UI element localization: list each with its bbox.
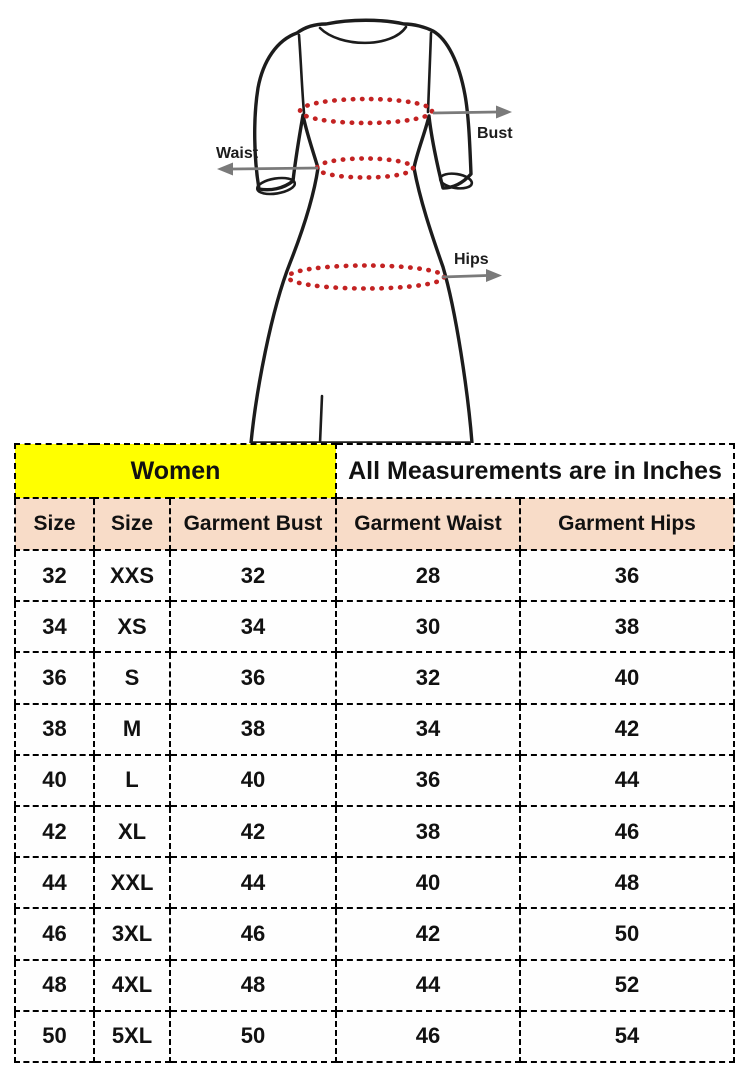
hips-label: Hips [454, 251, 489, 268]
table-cell: 50 [170, 1011, 336, 1062]
column-header: Size [15, 498, 94, 550]
table-cell: 36 [15, 652, 94, 703]
table-cell: 42 [336, 908, 520, 959]
table-cell: 4XL [94, 960, 170, 1011]
table-cell: 54 [520, 1011, 734, 1062]
table-row [15, 960, 734, 1011]
table-cell: 44 [15, 857, 94, 908]
column-header: Size [94, 498, 170, 550]
table-cell: 32 [15, 550, 94, 601]
table-row [15, 704, 734, 755]
table-row [15, 601, 734, 652]
column-header: Garment Bust [170, 498, 336, 550]
table-cell: 30 [336, 601, 520, 652]
table-cell: L [94, 755, 170, 806]
women-group-header: Women [15, 444, 336, 498]
table-cell: 36 [520, 550, 734, 601]
table-cell: 40 [336, 857, 520, 908]
table-cell: XXL [94, 857, 170, 908]
table-cell: 38 [15, 704, 94, 755]
dress-outline [251, 20, 472, 443]
table-cell: XS [94, 601, 170, 652]
table-cell: 3XL [94, 908, 170, 959]
waist-arrow-head [217, 163, 233, 176]
table-cell: 28 [336, 550, 520, 601]
table-row [15, 806, 734, 857]
column-header-row [15, 498, 734, 550]
table-cell: 46 [520, 806, 734, 857]
table-cell: 36 [170, 652, 336, 703]
table-cell: 42 [170, 806, 336, 857]
table-row [15, 1011, 734, 1062]
table-cell: 46 [170, 908, 336, 959]
dress-measurement-diagram [0, 0, 746, 443]
table-cell: 38 [520, 601, 734, 652]
table-cell: 40 [170, 755, 336, 806]
table-cell: 44 [170, 857, 336, 908]
table-row [15, 652, 734, 703]
table-cell: 34 [15, 601, 94, 652]
table-row [15, 908, 734, 959]
bust-arrow-head [496, 106, 512, 119]
table-cell: 46 [336, 1011, 520, 1062]
table-row [15, 550, 734, 601]
table-cell: 40 [15, 755, 94, 806]
waist-arrow [232, 168, 318, 169]
table-cell: 50 [520, 908, 734, 959]
table-cell: 34 [336, 704, 520, 755]
table-cell: 38 [336, 806, 520, 857]
table-cell: 38 [170, 704, 336, 755]
column-header: Garment Waist [336, 498, 520, 550]
hips-arrow-head [486, 269, 502, 282]
table-row [15, 857, 734, 908]
table-cell: 5XL [94, 1011, 170, 1062]
size-table [14, 443, 735, 1063]
group-header-row [15, 444, 734, 498]
table-cell: 44 [520, 755, 734, 806]
table-cell: XXS [94, 550, 170, 601]
hips-arrow [442, 276, 487, 278]
table-cell: 32 [336, 652, 520, 703]
table-cell: 48 [520, 857, 734, 908]
size-table-body [15, 550, 734, 1062]
table-cell: S [94, 652, 170, 703]
table-cell: 42 [520, 704, 734, 755]
table-cell: 46 [15, 908, 94, 959]
table-cell: 48 [170, 960, 336, 1011]
units-group-header: All Measurements are in Inches [336, 444, 734, 498]
waist-label: Waist [216, 145, 259, 162]
table-cell: 50 [15, 1011, 94, 1062]
table-cell: 52 [520, 960, 734, 1011]
bust-arrow [433, 112, 497, 113]
table-cell: 34 [170, 601, 336, 652]
column-header: Garment Hips [520, 498, 734, 550]
table-row [15, 755, 734, 806]
table-cell: XL [94, 806, 170, 857]
table-cell: 36 [336, 755, 520, 806]
table-cell: 40 [520, 652, 734, 703]
bust-label: Bust [477, 125, 513, 142]
table-cell: 48 [15, 960, 94, 1011]
table-cell: 42 [15, 806, 94, 857]
table-cell: M [94, 704, 170, 755]
table-cell: 32 [170, 550, 336, 601]
table-cell: 44 [336, 960, 520, 1011]
